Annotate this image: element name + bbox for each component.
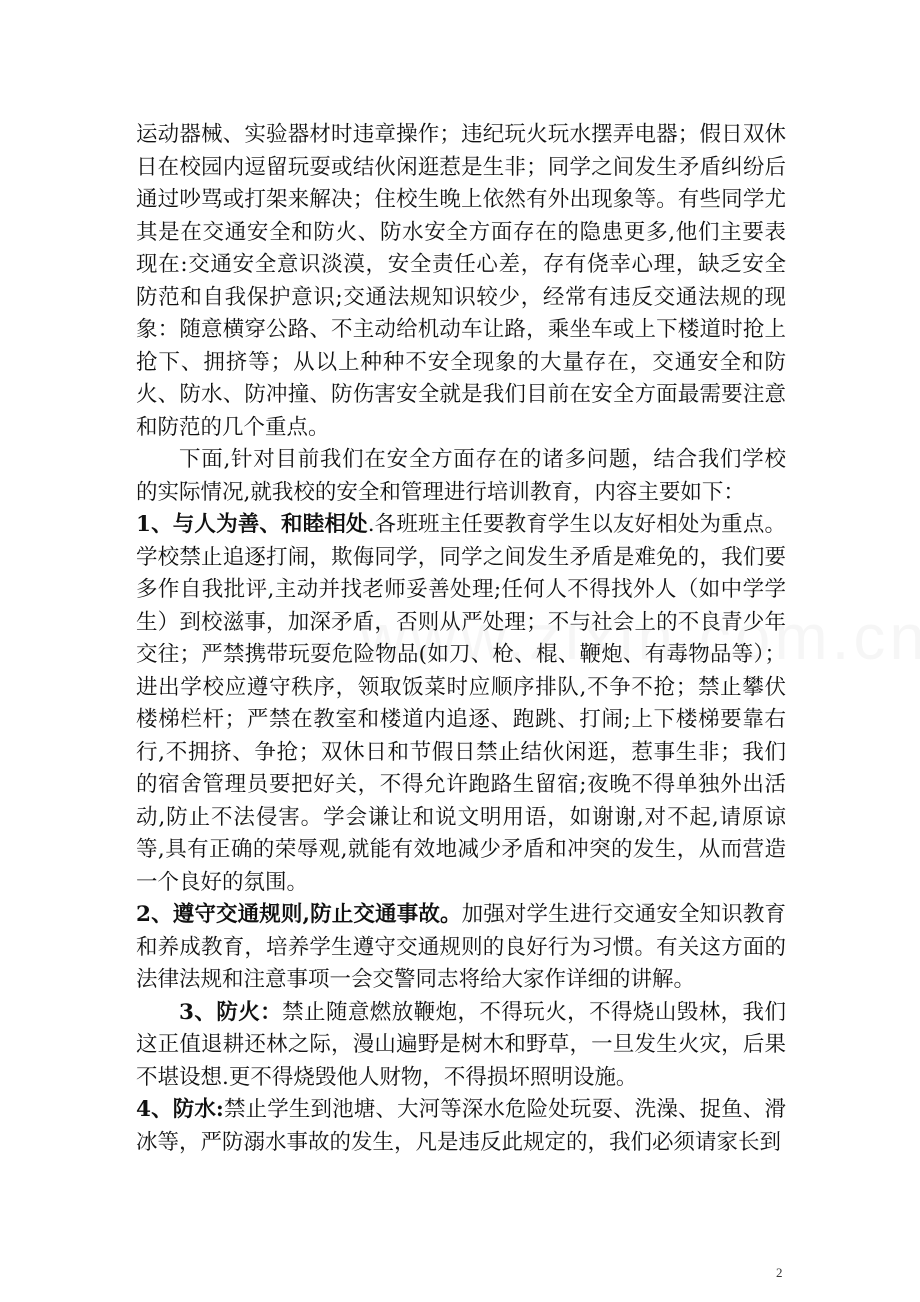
section-1-heading: 1、与人为善、和睦相处 bbox=[136, 512, 368, 537]
section-1-body: .各班班主任要教育学生以友好相处为重点。学校禁止追逐打闹，欺侮同学，同学之间发生矛盾是难免的，我们要多作自我批评,主动并找老师妥善处理;任何人不得找外人（如中学学生）到校滋事，加深矛盾，否则从严处理；不与社会上的不良青少年交往；严禁携带玩耍危险物品(如刀、枪、棍、鞭炮、有毒物品等）；进出学校应遵守秩序，领取饭菜时应顺序排队,不争不抢；禁止攀伏楼梯栏杆；严禁在教室和楼道内追逐、跑跳、打闹;上下楼梯要靠右行,不拥挤、争抢；双休日和节假日禁止结伙闲逛，惹事生非；我们的宿舍管理员要把好关，不得允许跑路生留宿;夜晚不得单独外出活动,防止不法侵害。学会谦让和说文明用语，如谢谢,对不起,请原谅等,具有正确的荣辱观,就能有效地减少矛盾和冲突的发生，从而营造一个良好的氛围。 bbox=[136, 512, 786, 895]
transition-paragraph: 下面,针对目前我们在安全方面存在的诸多问题，结合我们学校的实际情况,就我校的安全和管理进行培训教育，内容主要如下： bbox=[136, 447, 786, 505]
section-3-heading: 3、防火： bbox=[179, 999, 283, 1025]
section-3 bbox=[136, 997, 786, 1095]
section-4-body: 禁止学生到池塘、大河等深水危险处玩耍、洗澡、捉鱼、滑冰等，严防溺水事故的发生，凡是违反此规定的，我们必须请家长到 bbox=[136, 1097, 786, 1155]
intro-paragraph: 运动器械、实验器材时违章操作；违纪玩火玩水摆弄电器；假日双休日在校园内逗留玩耍或结伙闲逛惹是生非；同学之间发生矛盾纠纷后通过吵骂或打架来解决；住校生晚上依然有外出现象等。有些同学尤其是在交通安全和防火、防水安全方面存在的隐患更多,他们主要表现在:交通安全意识淡漠，安全责任心差，存有侥幸心理，缺乏安全防范和自我保护意识;交通法规知识较少，经常有违反交通法规的现象：随意横穿公路、不主动给机动车让路，乘坐车或上下楼道时抢上抢下、拥挤等；从以上种种不安全现象的大量存在，交通安全和防火、防水、防冲撞、防伤害安全就是我们目前在安全方面最需要注意和防范的几个重点。 bbox=[136, 122, 786, 440]
section-2-heading: 2、遵守交通规则,防止交通事故。 bbox=[136, 902, 462, 927]
section-2 bbox=[136, 899, 786, 997]
page-number: 2 bbox=[776, 1265, 783, 1280]
section-3-body: 禁止随意燃放鞭炮，不得玩火，不得烧山毁林，我们这正值退耕还林之际，漫山遍野是树木和野草，一旦发生火灾，后果不堪设想.更不得烧毁他人财物，不得损坏照明设施。 bbox=[136, 999, 786, 1090]
document-body bbox=[136, 119, 786, 1159]
section-1 bbox=[136, 509, 786, 899]
section-4 bbox=[136, 1094, 786, 1159]
section-2-body: 加强对学生进行交通安全知识教育和养成教育，培养学生遵守交通规则的良好行为习惯。有关这方面的法律法规和注意事项一会交警同志将给大家作详细的讲解。 bbox=[136, 902, 786, 992]
section-4-heading: 4、防水: bbox=[136, 1097, 224, 1122]
